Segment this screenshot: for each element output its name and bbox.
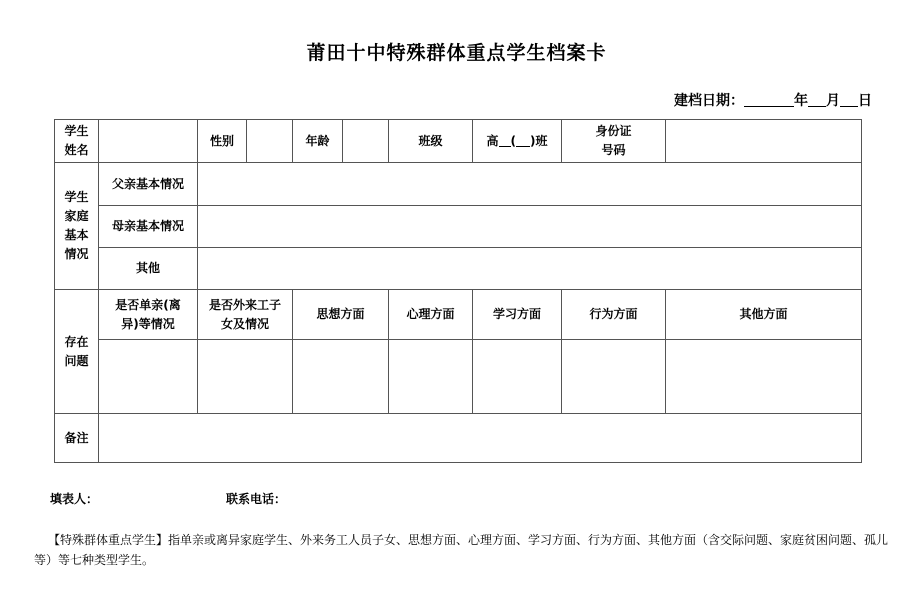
header-single-parent: 是否单亲(离异)等情况 [99,290,198,340]
page-title: 莆田十中特殊群体重点学生档案卡 [306,42,607,64]
id-number-label: 身份证号码 [562,120,666,163]
filing-date-label: 建档日期： [674,93,744,109]
age-label: 年龄 [293,120,343,163]
class-paren-close: ) [530,133,536,148]
header-behavior: 行为方面 [562,290,666,340]
day-blank[interactable] [840,92,858,107]
ideology-field[interactable] [293,340,389,414]
remarks-label: 备注 [55,414,99,463]
day-label: 日 [858,93,872,109]
class-suffix: 班 [535,133,548,148]
father-info-field[interactable] [198,163,862,206]
student-name-label: 学生姓名 [55,120,99,163]
phone-label: 联系电话： [226,492,287,506]
class-number-blank[interactable] [516,133,530,147]
header-ideology: 思想方面 [293,290,389,340]
id-number-field[interactable] [666,120,862,163]
month-label: 月 [826,93,840,109]
mother-info-label: 母亲基本情况 [99,206,198,248]
behavior-field[interactable] [562,340,666,414]
year-label: 年 [794,93,808,109]
student-record-table [54,119,862,463]
definition-note: 【特殊群体重点学生】指单亲或离异家庭学生、外来务工人员子女、思想方面、心理方面、学习方面、行为方面、其他方面（含交际问题、家庭贫困问题、孤儿等）等七种类型学生。 [34,533,889,567]
psychology-field[interactable] [389,340,473,414]
student-name-field[interactable] [99,120,198,163]
other-family-field[interactable] [198,248,862,290]
class-prefix: 高 [486,133,499,148]
gender-field[interactable] [247,120,293,163]
migrant-children-field[interactable] [198,340,293,414]
header-psychology: 心理方面 [389,290,473,340]
filing-date-line [674,90,872,110]
class-paren-open: ( [510,133,516,148]
filler-label: 填表人： [50,492,99,506]
remarks-field[interactable] [99,414,862,463]
header-other: 其他方面 [666,290,862,340]
study-field[interactable] [473,340,562,414]
class-field[interactable] [473,120,562,163]
other-family-label: 其他 [99,248,198,290]
mother-info-field[interactable] [198,206,862,248]
other-problem-field[interactable] [666,340,862,414]
class-label: 班级 [389,120,473,163]
father-info-label: 父亲基本情况 [99,163,198,206]
month-blank[interactable] [808,92,826,107]
grade-blank[interactable] [499,133,511,147]
gender-label: 性别 [198,120,247,163]
problems-section-label: 存在问题 [55,290,99,414]
single-parent-field[interactable] [99,340,198,414]
header-study: 学习方面 [473,290,562,340]
family-section-label: 学生家庭基本情况 [55,163,99,290]
year-blank[interactable] [744,92,794,107]
header-migrant-children: 是否外来工子女及情况 [198,290,293,340]
age-field[interactable] [343,120,389,163]
